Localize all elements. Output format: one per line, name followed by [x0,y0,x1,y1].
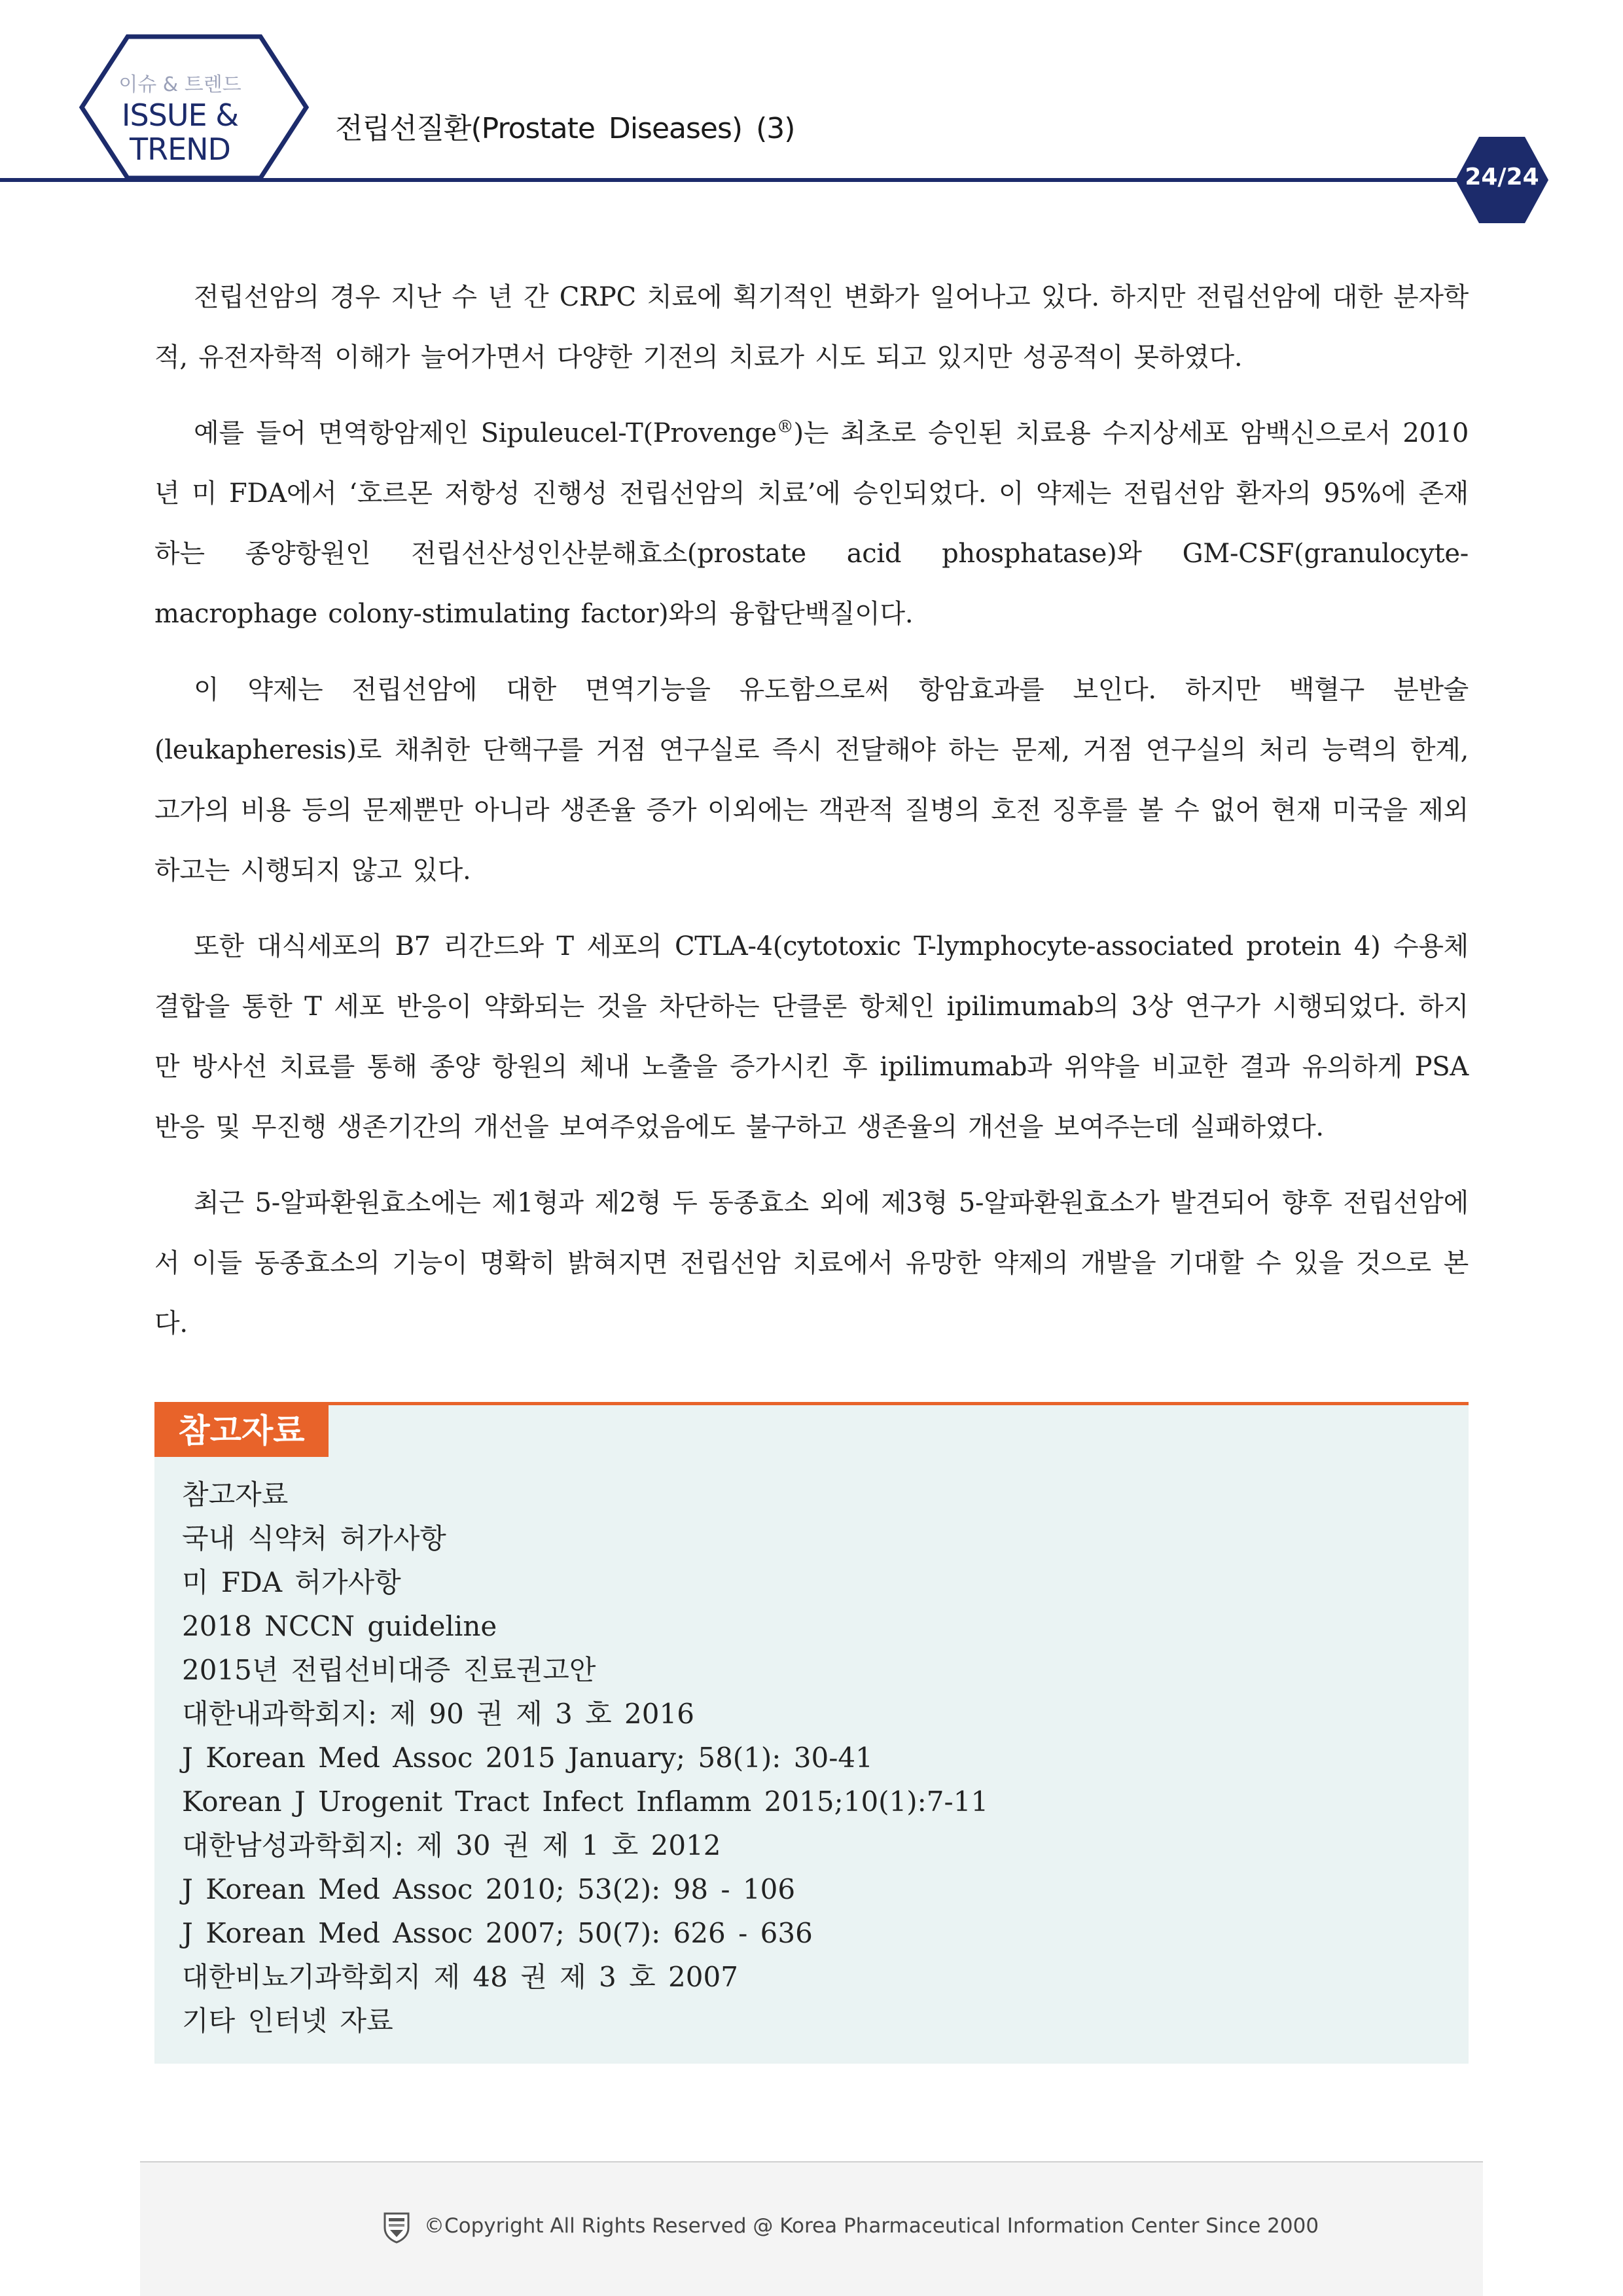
paragraph-1: 전립선암의 경우 지난 수 년 간 CRPC 치료에 획기적인 변화가 일어나고 있다. 하지만 전립선암에 대한 분자학적, 유전자학적 이해가 늘어가면서 다양한 기전의 치료가 시도 되고 있지만 성공적이 못하였다. [154,282,1469,372]
issue-trend-logo-text [98,72,262,166]
logo-english-line1: ISSUE & [121,98,239,133]
logo-korean: 이슈 & 트렌드 [118,73,241,96]
reference-item: J Korean Med Assoc 2007; 50(7): 626 - 636 [182,1917,813,1949]
reference-item: 기타 인터넷 자료 [182,2005,393,2037]
copyright-text: ©Copyright All Rights Reserved @ Korea Pharmaceutical Information Center Since 2000 [424,2214,1319,2238]
logo-english-line2: TREND [130,132,230,167]
footer-rule [140,2161,1483,2162]
reference-item: 2018 NCCN guideline [182,1610,497,1642]
paragraph-3: 이 약제는 전립선암에 대한 면역기능을 유도함으로써 항암효과를 보인다. 하지만 백혈구 분반술(leukapheresis)로 채취한 단핵구를 거점 연구실로 즉시 전달해야 하는 문제, 거점 연구실의 처리 능력의 한계, 고가의 비용 등의 문제뿐만 아니라 생존율 증가 이외에는 객관적 질병의 호전 징후를 볼 수 없어 현재 미국을 제외하고는 시행되지 않고 있다. [154,675,1469,886]
reference-item: J Korean Med Assoc 2015 January; 58(1): 30-41 [182,1742,873,1774]
page-title: 전립선질환(Prostate Diseases) (3) [335,112,795,145]
reference-item: 참고자료 [182,1479,289,1511]
reference-item: Korean J Urogenit Tract Infect Inflamm 2015;10(1):7-11 [182,1785,989,1818]
paragraph-2-head: 예를 들어 면역항암제인 Sipuleucel-T(Provenge [194,418,777,448]
reference-item: J Korean Med Assoc 2010; 53(2): 98 - 106 [182,1873,796,1905]
references-heading: 참고자료 [154,1405,329,1457]
page-number: 24/24 [1465,164,1539,190]
reference-item: 대한남성과학회지: 제 30 권 제 1 호 2012 [182,1829,721,1861]
registered-mark: ® [776,417,794,437]
reference-item: 미 FDA 허가사항 [182,1566,401,1598]
reference-item: 대한내과학회지: 제 90 권 제 3 호 2016 [182,1698,694,1730]
paragraph-4: 또한 대식세포의 B7 리간드와 T 세포의 CTLA-4(cytotoxic T-lymphocyte-associated protein 4) 수용체 결합을 통한 T 세포 반응이 약화되는 것을 차단하는 단클론 항체인 ipilimumab의 3상 연구가 시행되었다. 하지만 방사선 치료를 통해 종양 항원의 체내 노출을 증가시킨 후 ipilimumab과 위약을 비교한 결과 유의하게 PSA 반응 및 무진행 생존기간의 개선을 보여주었음에도 불구하고 생존율의 개선을 보여주는데 실패하였다. [154,931,1469,1142]
reference-item: 대한비뇨기과학회지 제 48 권 제 3 호 2007 [182,1961,738,1993]
paragraph-2-head-tail: )는 최초로 승인된 치료용 수지상세포 암백신으로서 [793,418,1391,448]
paragraph-2 [154,403,1469,644]
reference-item: 2015년 전립선비대증 진료권고안 [182,1654,596,1686]
paragraph-5: 최근 5-알파환원효소에는 제1형과 제2형 두 동종효소 외에 제3형 5-알파환원효소가 발견되어 향후 전립선암에서 이들 동종효소의 기능이 명확히 밝혀지면 전립선암 치료에서 유망한 약제의 개발을 기대할 수 있을 것으로 본다. [154,1188,1469,1338]
references-rule [154,1402,1469,1405]
kpic-shield-icon [382,2211,411,2244]
paragraph-2-body: 2010년 미 FDA에서 ‘호르몬 저항성 진행성 전립선암의 치료’에 승인되었다. 이 약제는 전립선암 환자의 95%에 존재하는 종양항원인 전립선산성인산분해효소(prostate acid phosphatase)와 GM-CSF(granulocyte-macrophage colony-stimulating factor)와의 융합단백질이다. [154,418,1469,629]
references-list [182,1473,988,2043]
article-body [154,267,1469,1369]
reference-item: 국내 식약처 허가사항 [182,1522,446,1554]
